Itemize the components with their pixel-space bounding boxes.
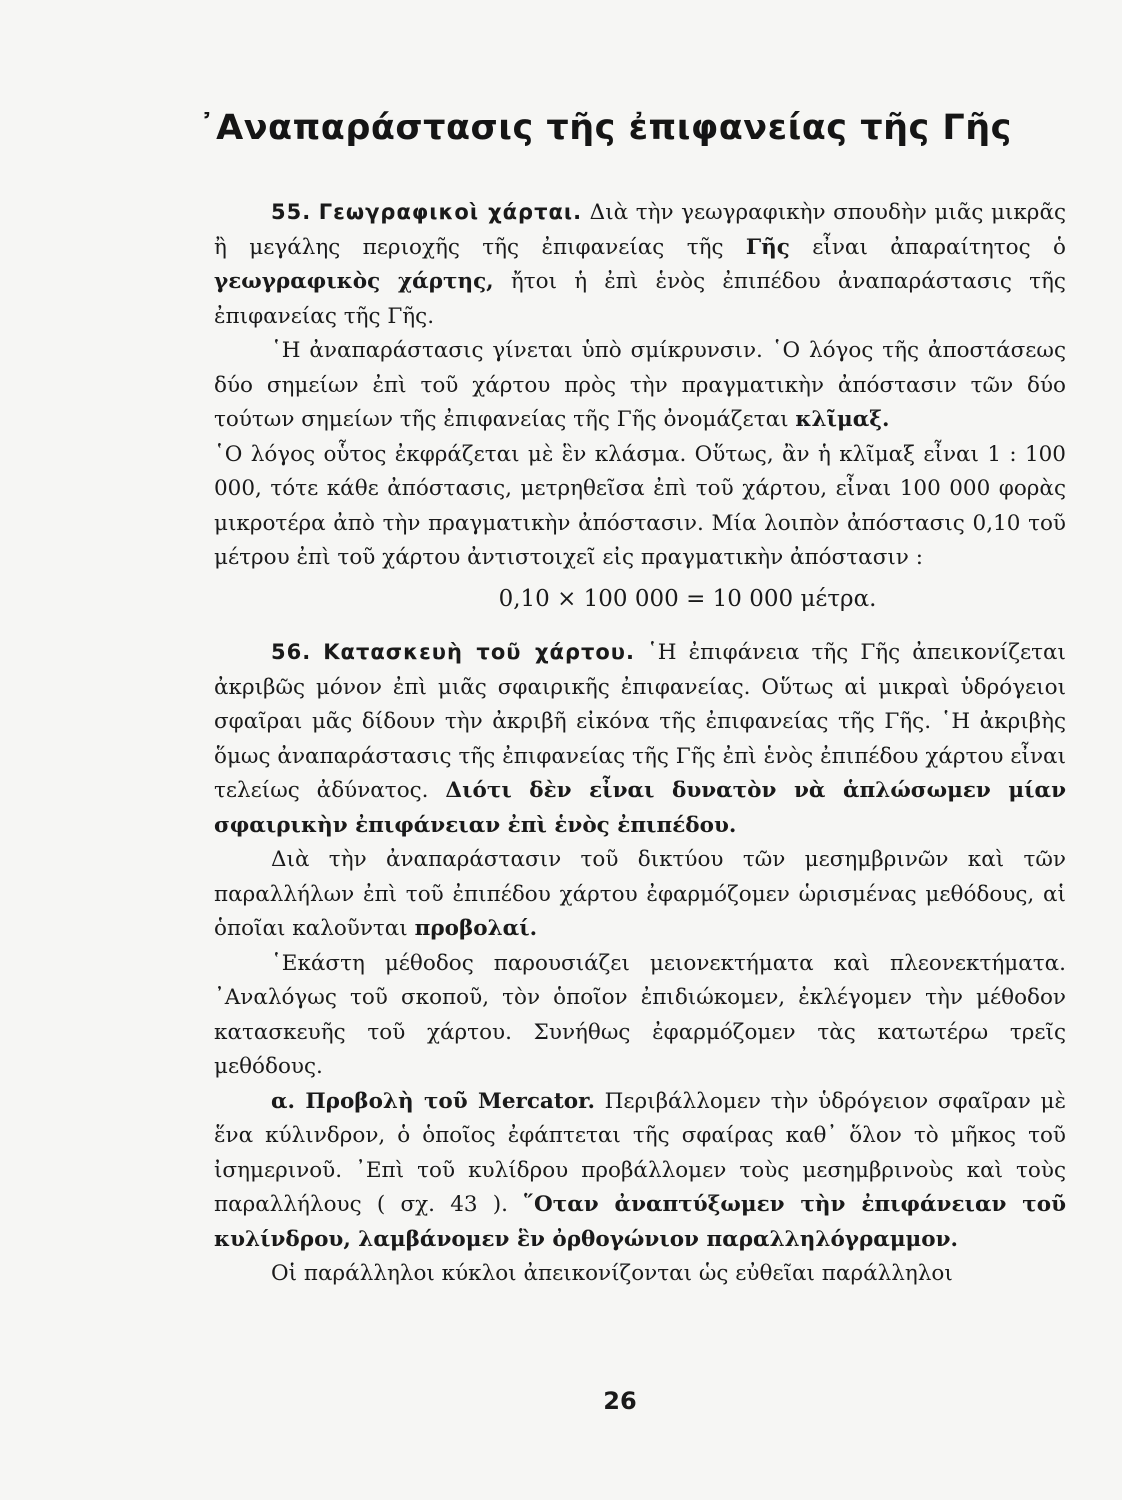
paragraph-56-intro [214, 635, 1066, 843]
bold-term: γεωγραφικὸς χάρτης, [214, 269, 494, 294]
paragraph-55-intro [214, 195, 1066, 334]
text-span: Περιβάλλομεν τὴν ὑδρόγειον σφαῖραν μὲ ἕνα κύλινδρον, ὁ ὁποῖος ἐφάπτεται τῆς σφαίρας καθ᾿ ὅλον τὸ μῆκος τοῦ ἰσημερινοῦ. ᾿Επὶ τοῦ κυλίδρου προβάλλομεν τοὺς μεσημβρινοὺς καὶ τοὺς παραλλήλους ( σχ. 43 ). [214, 1088, 1066, 1217]
page-number: 26 [603, 1387, 637, 1415]
section-56-number: 56. [271, 640, 312, 664]
paragraph-parallels: Οἱ παράλληλοι κύκλοι ἀπεικονίζονται ὡς εὐθεῖαι παράλληλοι [271, 1261, 953, 1286]
text-span: Διὰ τὴν ἀναπαράστασιν τοῦ δικτύου τῶν μεσημβρινῶν καὶ τῶν παραλλήλων ἐπὶ τοῦ ἐπιπέδου χάρτου ἐφαρμόζομεν ὡρισμένας μεθόδους, αἱ ὁποῖαι καλοῦνται [214, 847, 1066, 941]
mercator-label: α. Προβολὴ τοῦ Mercator. [271, 1088, 595, 1114]
paragraph-scale-example: ῾Ο λόγος οὗτος ἐκφράζεται μὲ ἓν κλάσμα. Οὕτως, ἂν ἡ κλῖμαξ εἶναι 1 : 100 000, τότε κάθε ἀπόστασις, μετρηθεῖσα ἐπὶ τοῦ χάρτου, εἶναι 100 000 φορὰς μικροτέρα ἀπὸ τὴν πραγματικὴν ἀπόστασιν. Μία λοιπὸν ἀπόστασις 0,10 τοῦ μέτρου ἐπὶ τοῦ χάρτου ἀντιστοιχεῖ εἰς πραγματικὴν ἀπόστασιν : [214, 441, 1066, 570]
bold-term: προβολαί. [414, 916, 538, 941]
page-title: ᾽Αναπαράστασις τῆς ἐπιφανείας τῆς Γῆς [198, 108, 1012, 148]
bold-sentence: Διότι δὲν εἶναι δυνατὸν νὰ ἁπλώσωμεν μίαν σφαιρικὴν ἐπιφάνειαν ἐπὶ ἑνὸς ἐπιπέδου. [214, 778, 1066, 838]
section-55-title: Γεωγραφικοὶ χάρται. [318, 200, 583, 224]
scale-formula: 0,10 × 100 000 = 10 000 μέτρα. [498, 585, 877, 612]
bold-term: Γῆς [745, 234, 790, 260]
body-text [214, 195, 1066, 1292]
text-span: Διὰ τὴν γεωγραφικὴν σπουδὴν μιᾶς μικρᾶς ἢ μεγάλης περιοχῆς τῆς ἐπιφανείας τῆς [214, 200, 1067, 260]
paragraph-methods: ῾Εκάστη μέθοδος παρουσιάζει μειονεκτήματα καὶ πλεονεκτήματα. ᾿Αναλόγως τοῦ σκοποῦ, τὸν ὁποῖον ἐπιδιώκομεν, ἐκλέγομεν τὴν μέθοδον κατασκευῆς τοῦ χάρτου. Συνήθως ἐφαρμόζομεν τὰς κατωτέρω τρεῖς μεθόδους. [214, 950, 1066, 1079]
paragraph-scale-definition [214, 334, 1066, 438]
text-span: ῾Η ἐπιφάνεια τῆς Γῆς ἀπεικονίζεται ἀκριβῶς μόνον ἐπὶ μιᾶς σφαιρικῆς ἐπιφανείας. Οὕτως αἱ μικραὶ ὑδρόγειοι σφαῖραι μᾶς δίδουν τὴν ἀκριβῆ εἰκόνα τῆς ἐπιφανείας τῆς Γῆς. ῾Η ἀκριβὴς ὅμως ἀναπαράστασις τῆς ἐπιφανείας τῆς Γῆς ἐπὶ ἑνὸς ἐπιπέδου χάρτου εἶναι τελείως ἀδύνατος. [214, 640, 1066, 803]
text-span: εἶναι ἀπαραίτητος ὁ [812, 234, 1066, 260]
text-span: ῾Η ἀναπαράστασις γίνεται ὑπὸ σμίκρυνσιν. ῾Ο λόγος τῆς ἀποστάσεως δύο σημείων ἐπὶ τοῦ χάρτου πρὸς τὴν πραγματικὴν ἀπόστασιν τῶν δύο τούτων σημείων τῆς ἐπιφανείας τῆς Γῆς ὀνομάζεται [214, 338, 1066, 432]
paragraph-projections [214, 843, 1066, 947]
bold-sentence: ῞Οταν ἀναπτύξωμεν τὴν ἐπιφάνειαν τοῦ κυλίνδρου, λαμβάνομεν ἓν ὀρθογώνιον παραλληλόγραμμον. [214, 1192, 1066, 1252]
paragraph-mercator [214, 1085, 1066, 1258]
bold-term: κλῖμαξ. [795, 407, 890, 432]
text-span: ἤτοι ἡ ἐπὶ ἑνὸς ἐπιπέδου ἀναπαράστασις τῆς ἐπιφανείας τῆς Γῆς. [214, 269, 1066, 329]
section-55-number: 55. [271, 200, 312, 224]
section-56-title: Κατασκευὴ τοῦ χάρτου. [323, 640, 635, 664]
